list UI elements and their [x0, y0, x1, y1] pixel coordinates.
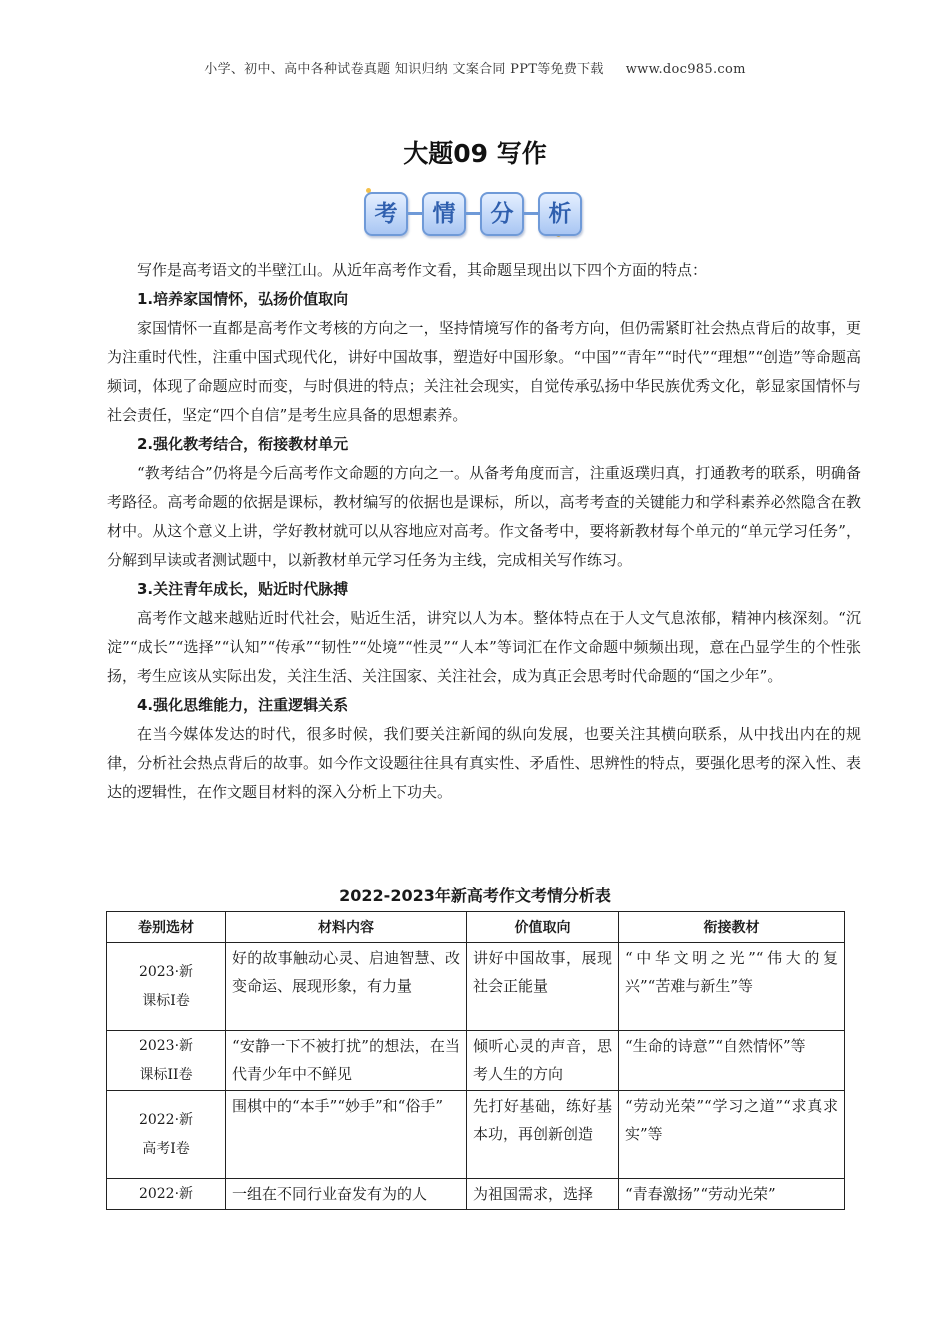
column-header: 卷别选材 [107, 912, 226, 943]
table-row [107, 943, 845, 1031]
badge-connector [466, 212, 480, 215]
paper-year: 2023·新 [138, 1038, 194, 1054]
value-cell: 先打好基础，练好基本功，再创新创造 [467, 1091, 619, 1179]
column-header: 材料内容 [226, 912, 467, 943]
paper-year: 2022·新 [138, 1186, 194, 1202]
section-paragraph: 高考作文越来越贴近时代社会，贴近生活，讲究以人为本。整体特点在于人文气息浓郁，精神内核深刻。“沉淀”“成长”“选择”“认知”“传承”“韧性”“处境”“性灵”“人本”等词汇在作文命题中频频出现，意在凸显学生的个性张扬，考生应该从实际出发，关注生活、关注国家、关注社会，成为真正会思考时代命题的“国之少年”。 [107, 609, 861, 685]
paper-cell [107, 1179, 226, 1210]
table-row [107, 1031, 845, 1091]
section-paragraph: “教考结合”仍将是今后高考作文命题的方向之一。从备考角度而言，注重返璞归真，打通教考的联系，明确备考路径。高考命题的依据是课标，教材编写的依据也是课标，所以，高考考查的关键能力和学科素养必然隐含在教材中。从这个意义上讲，学好教材就可以从容地应对高考。作文备考中，要将新教材每个单元的“单元学习任务”，分解到早读或者测试题中，以新教材单元学习任务为主线，完成相关写作练习。 [107, 464, 861, 569]
table-row [107, 1179, 845, 1210]
paper-year: 2023·新 [138, 964, 194, 980]
content-cell: 一组在不同行业奋发有为的人 [226, 1179, 467, 1210]
section-paragraph: 家国情怀一直都是高考作文考核的方向之一，坚持情境写作的备考方向，但仍需紧盯社会热点背后的故事，更为注重时代性，注重中国式现代化，讲好中国故事，塑造好中国形象。“中国”“青年”“时代”“理想”“创造”等命题高频词，体现了命题应时而变，与时俱进的特点；关注社会现实，自觉传承弘扬中华民族优秀文化，彰显家国情怀与社会责任，坚定“四个自信”是考生应具备的思想素养。 [107, 319, 861, 424]
section-heading: 2.强化教考结合，衔接教材单元 [137, 435, 349, 453]
column-header: 衔接教材 [619, 912, 845, 943]
paper-name: 高考I卷 [142, 1141, 190, 1157]
analysis-table [106, 911, 845, 1210]
badge-kao: 考 [364, 192, 408, 236]
textbook-cell: “青春激扬”“劳动光荣” [619, 1179, 845, 1210]
paper-year: 2022·新 [138, 1112, 194, 1128]
paper-cell [107, 1031, 226, 1091]
content-cell: 围棋中的“本手”“妙手”和“俗手” [226, 1091, 467, 1179]
table-header-row [107, 912, 845, 943]
page-title: 大题09 写作 [403, 139, 547, 168]
textbook-cell: “中华文明之光”“伟大的复兴”“苦难与新生”等 [619, 943, 845, 1031]
section-heading: 4.强化思维能力，注重逻辑关系 [137, 696, 349, 714]
table-title: 2022-2023年新高考作文考情分析表 [339, 886, 611, 905]
badge-qing: 情 [422, 192, 466, 236]
paper-cell [107, 943, 226, 1031]
content-cell: “安静一下不被打扰”的想法，在当代青少年中不鲜见 [226, 1031, 467, 1091]
header-site-url[interactable]: www.doc985.com [625, 62, 746, 77]
textbook-cell: “劳动光荣”“学习之道”“求真求实”等 [619, 1091, 845, 1179]
paper-cell [107, 1091, 226, 1179]
section-paragraph: 在当今媒体发达的时代，很多时候，我们要关注新闻的纵向发展，也要关注其横向联系，从中找出内在的规律，分析社会热点背后的故事。如今作文设题往往具有真实性、矛盾性、思辨性的特点，要强化思考的深入性、表达的逻辑性，在作文题目材料的深入分析上下功夫。 [107, 725, 861, 801]
paper-name: 课标II卷 [139, 1067, 193, 1083]
section-heading: 1.培养家国情怀，弘扬价值取向 [137, 290, 349, 308]
badge-xi: 析 [538, 192, 582, 236]
value-cell: 为祖国需求，选择 [467, 1179, 619, 1210]
content-cell: 好的故事触动心灵、启迪智慧、改变命运、展现形象，有力量 [226, 943, 467, 1031]
analysis-badge-group [360, 188, 592, 244]
column-header: 价值取向 [467, 912, 619, 943]
value-cell: 倾听心灵的声音，思考人生的方向 [467, 1031, 619, 1091]
badge-connector [524, 212, 538, 215]
textbook-cell: “生命的诗意”“自然情怀”等 [619, 1031, 845, 1091]
badge-fen: 分 [480, 192, 524, 236]
badge-connector [408, 212, 422, 215]
header-promo-text: 小学、初中、高中各种试卷真题 知识归纳 文案合同 PPT等免费下载 [204, 62, 604, 77]
article-body [107, 256, 861, 807]
table-row [107, 1091, 845, 1179]
paper-name: 课标I卷 [142, 993, 190, 1009]
intro-paragraph: 写作是高考语文的半壁江山。从近年高考作文看，其命题呈现出以下四个方面的特点： [137, 261, 708, 279]
page-header [0, 58, 950, 77]
value-cell: 讲好中国故事，展现社会正能量 [467, 943, 619, 1031]
section-heading: 3.关注青年成长，贴近时代脉搏 [137, 580, 349, 598]
